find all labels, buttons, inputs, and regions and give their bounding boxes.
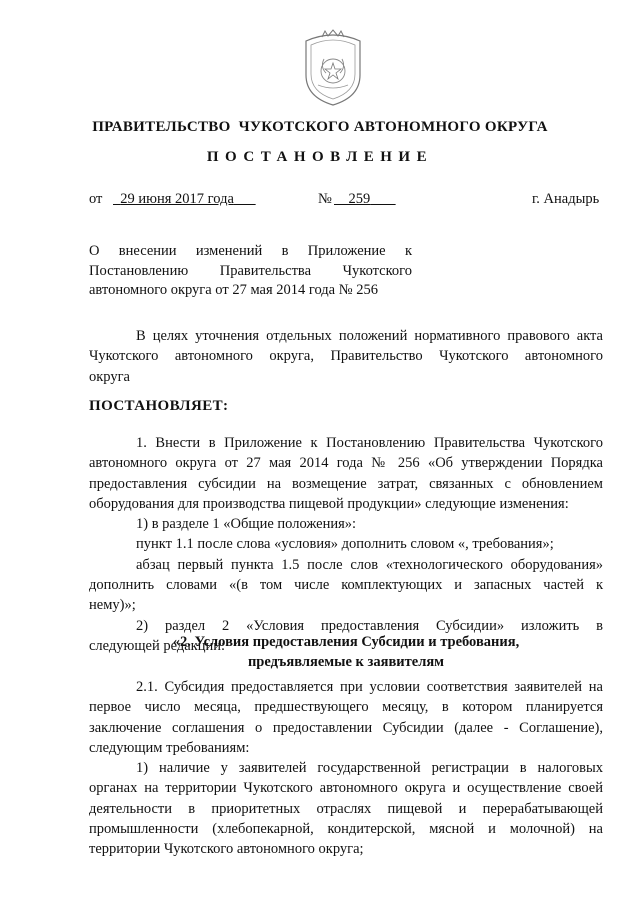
clause-line: территории Чукотского автономного округа; bbox=[89, 841, 364, 858]
subject-line: О внесении изменений в Приложение к bbox=[89, 243, 412, 259]
clause-line: 2.1. Субсидия предоставляется при условии соответствия заявителей на bbox=[136, 679, 603, 695]
item-1-line: 2) раздел 2 «Условия предоставления Субсидии» изложить в bbox=[136, 617, 603, 634]
number-label: № bbox=[318, 191, 332, 207]
clause-line: деятельности в приоритетных отраслях пищевой и перерабатывающей bbox=[89, 800, 603, 817]
city: г. Анадырь bbox=[532, 191, 600, 207]
item-1 bbox=[89, 433, 603, 656]
preamble-line: В целях уточнения отдельных положений нормативного правового акта bbox=[136, 328, 603, 344]
clause-line: заключение соглашения о предоставлении Субсидии (далее - Соглашение), bbox=[89, 719, 603, 736]
coat-of-arms-icon bbox=[302, 27, 364, 107]
document-date-value: 29 июня 2017 года bbox=[120, 191, 234, 207]
item-1-line: автономного округа от 27 мая 2014 года № 256 «Об утверждении Порядка bbox=[89, 455, 603, 472]
section-2-heading-line: «2. Условия предоставления Субсидии и требования, bbox=[172, 634, 520, 650]
preamble-line: Чукотского автономного округа, Правительство Чукотского автономного bbox=[89, 348, 603, 365]
item-1-line: 1. Внести в Приложение к Постановлению Правительства Чукотского bbox=[136, 435, 603, 451]
document-number bbox=[334, 191, 396, 208]
government-name: ПРАВИТЕЛЬСТВО ЧУКОТСКОГО АВТОНОМНОГО ОКРУГА bbox=[92, 119, 548, 135]
clause-line: 1) наличие у заявителей государственной регистрации в налоговых bbox=[136, 760, 603, 777]
item-1-line: абзац первый пункта 1.5 после слов «технологического оборудования» bbox=[136, 556, 603, 573]
item-1-line: пункт 1.1 после слова «условия» дополнить словом «, требования»; bbox=[136, 536, 554, 553]
document-type: ПОСТАНОВЛЕНИЕ bbox=[206, 149, 434, 165]
preamble-line: округа bbox=[89, 368, 130, 385]
item-1-line: дополнить словами «(в том числе комплектующих и запасных частей к bbox=[89, 577, 603, 594]
clause-line: органах на территории Чукотского автономного округа и осуществление своей bbox=[89, 780, 603, 797]
item-1-line: 1) в разделе 1 «Общие положения»: bbox=[136, 516, 357, 533]
document-date bbox=[113, 191, 256, 208]
clause-line: первое число месяца, предшествующего месяцу, в котором планируется bbox=[89, 699, 603, 716]
preamble bbox=[89, 326, 603, 387]
subject-line: Постановлению Правительства Чукотского bbox=[89, 262, 412, 279]
section-2-heading-line: предъявляемые к заявителям bbox=[247, 654, 445, 670]
clause-line: следующим требованиям: bbox=[89, 739, 250, 756]
document-subject bbox=[89, 242, 412, 301]
item-1-line: нему)»; bbox=[89, 597, 136, 614]
document-number-value: 259 bbox=[348, 191, 371, 207]
clause-line: промышленности (хлебопекарной, кондитерской, мясной и молочной) на bbox=[89, 821, 603, 838]
date-prefix: от bbox=[89, 191, 103, 207]
item-1-line: следующей редакции: bbox=[89, 637, 226, 654]
item-1-line: предоставления субсидии на возмещение затрат, связанных с обновлением bbox=[89, 475, 603, 492]
section-2-heading bbox=[89, 632, 603, 672]
subject-line: автономного округа от 27 мая 2014 года № 256 bbox=[89, 282, 378, 298]
clause-2-1 bbox=[89, 677, 603, 860]
resolves-heading: ПОСТАНОВЛЯЕТ: bbox=[89, 398, 229, 414]
item-1-line: оборудования для производства пищевой продукции» следующие изменения: bbox=[89, 495, 569, 512]
